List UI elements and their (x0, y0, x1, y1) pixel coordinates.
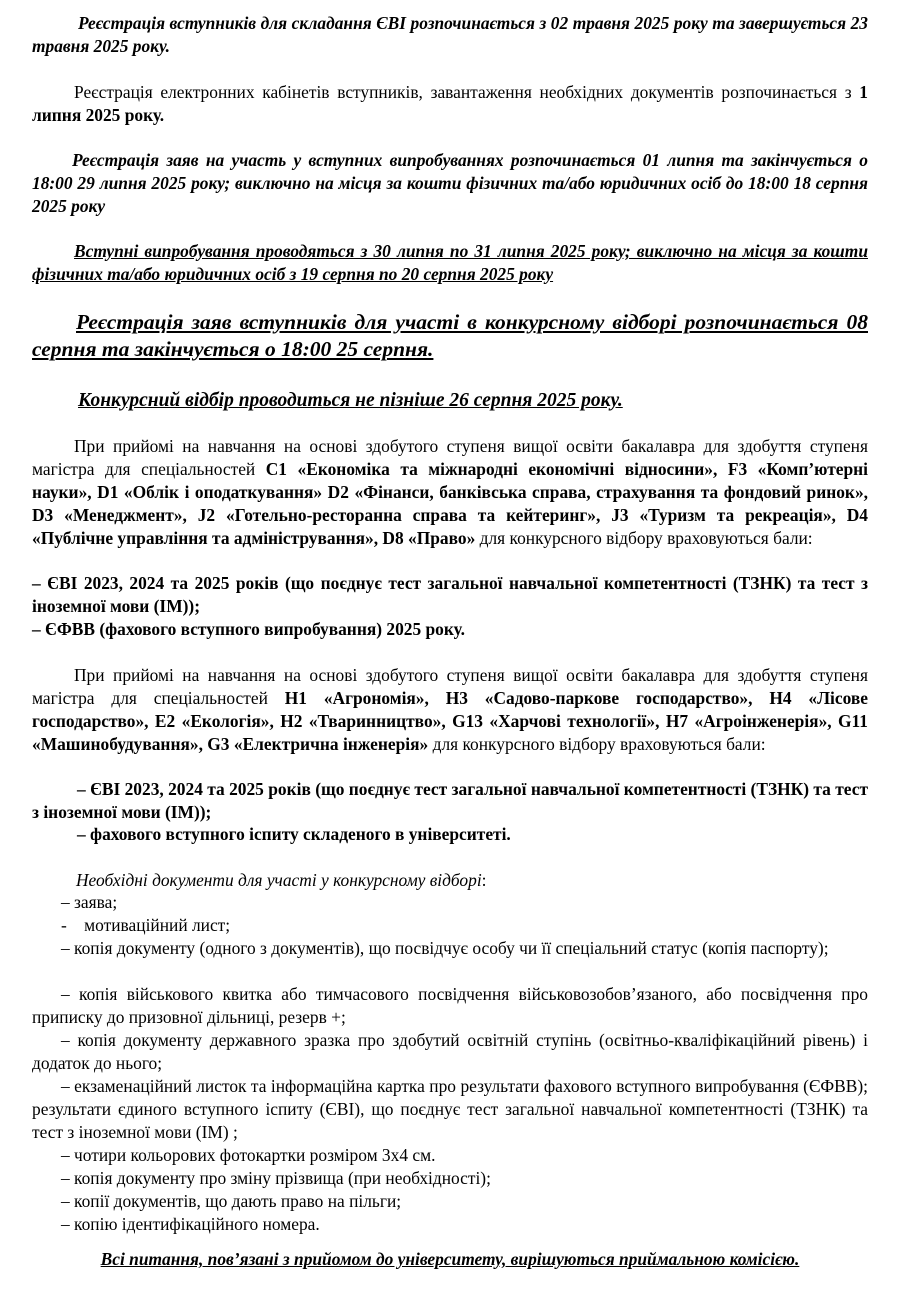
section1-intro-paragraph: При прийомі на навчання на основі здобутого ступеня вищої освіти бакалавра для здобуття ступеня магістра для спеціальностей С1 «Економіка та міжнародні економічні відносини», F3 «Комп’ютерні науки», D1 «Облік і оподаткування» D2 «Фінанси, банківська справа, страхування та фондовий ринок», D3 «Менеджмент», J2 «Готельно-ресторанна справа та кейтеринг», J3 «Туризм та рекреація», D4 «Публічне управління та адміністрування», D8 «Право» для конкурсного відбору враховуються бали: (32, 436, 868, 548)
footer-note: Всі питання, пов’язані з прийомом до університету, вирішуються приймальною комісією. (100, 1249, 800, 1269)
document-item: – копія документу (одного з документів), що посвідчує особу чи її спеціальний статус (копія паспорту); (61, 938, 829, 958)
document-item: – копія документу державного зразка про здобутий освітній ступінь (освітньо-кваліфікаційний рівень) і додаток до нього; (32, 1030, 868, 1073)
competition-deadline-paragraph: Конкурсний відбір проводиться не пізніше 26 серпня 2025 року. (78, 390, 623, 411)
entrance-exams-paragraph: Вступні випробування проводяться з 30 липня по 31 липня 2025 року; виключно на місця за кошти фізичних та/або юридичних осіб з 19 серпня по 20 серпня 2025 року (32, 241, 868, 284)
section2-item-exam: – фахового вступного іспиту складеного в університеті. (77, 824, 511, 844)
document-item: – чотири кольорових фотокартки розміром 3х4 см. (61, 1145, 436, 1165)
section1-item-evi: – ЄВІ 2023, 2024 та 2025 років (що поєднує тест загальної навчальної компетентності (ТЗНК) та тест з іноземної мови (ІМ)); (32, 573, 868, 616)
documents-heading: Необхідні документи для участі у конкурсному відборі: (76, 870, 487, 890)
competition-registration-paragraph: Реєстрація заяв вступників для участі в конкурсному відборі розпочинається 08 серпня та закінчується о 18:00 25 серпня. (32, 310, 868, 361)
section1-item-efvv: – ЄФВВ (фахового вступного випробування) 2025 року. (32, 619, 465, 639)
application-registration-paragraph: Реєстрація заяв на участь у вступних випробуваннях розпочинається 01 липня та закінчується о 18:00 29 липня 2025 року; виключно на місця за кошти фізичних та/або юридичних осіб до 18:00 18 серпня 2025 року (32, 150, 868, 216)
section2-item-evi: – ЄВІ 2023, 2024 та 2025 років (що поєднує тест загальної навчальної компетентності (ТЗНК) та тест з іноземної мови (ІМ)); (32, 779, 868, 822)
document-item: - мотиваційний лист; (61, 915, 231, 935)
evi-registration-paragraph: Реєстрація вступників для складання ЄВІ розпочинається з 02 травня 2025 року та завершується 23 травня 2025 року. (32, 13, 868, 56)
document-item: – копію ідентифікаційного номера. (61, 1214, 320, 1234)
document-item: – копія документу про зміну прізвища (при необхідності); (61, 1168, 491, 1188)
cabinet-registration-paragraph: Реєстрація електронних кабінетів вступників, завантаження необхідних документів розпочинається з 1 липня 2025 року. (32, 82, 868, 125)
document-item: – заява; (61, 892, 118, 912)
document-item: – екзаменаційний листок та інформаційна картка про результати фахового вступного випробування (ЄФВВ); результати єдиного вступного іспиту (ЄВІ), що поєднує тест загальної навчальної компетентності (ТЗНК) та тест з іноземної мови (ІМ) ; (32, 1076, 868, 1142)
document-item: – копія військового квитка або тимчасового посвідчення військовозобов’язаного, або посвідчення про приписку до призовної дільниці, резерв +; (32, 984, 868, 1027)
section2-intro-paragraph: При прийомі на навчання на основі здобутого ступеня вищої освіти бакалавра для здобуття ступеня магістра для спеціальностей H1 «Агрономія», H3 «Садово-паркове господарство», H4 «Лісове господарство», E2 «Екологія», H2 «Тваринництво», G13 «Харчові технології», H7 «Агроінженерія», G11 «Машинобудування», G3 «Електрична інженерія» для конкурсного відбору враховуються бали: (32, 665, 868, 754)
document-item: – копії документів, що дають право на пільги; (61, 1191, 402, 1211)
